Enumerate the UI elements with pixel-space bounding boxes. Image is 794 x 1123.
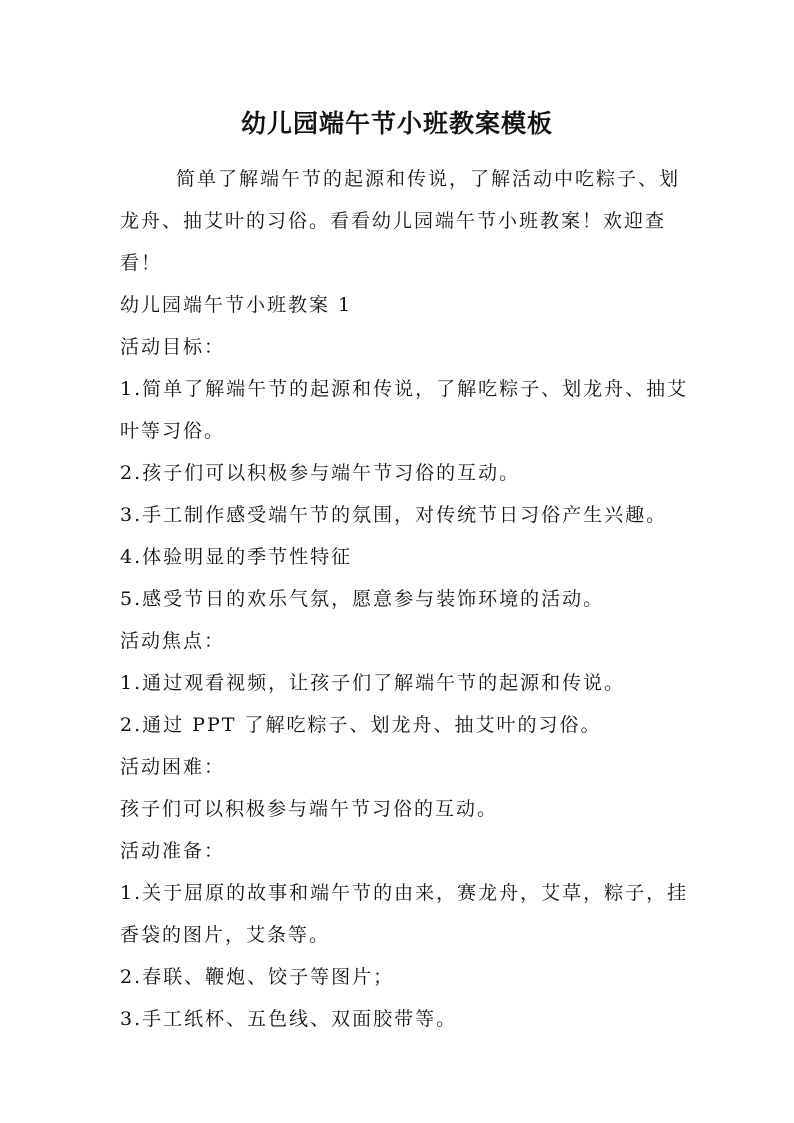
preparation-item: 2.春联、鞭炮、饺子等图片； xyxy=(120,966,395,988)
document-body xyxy=(120,158,692,1040)
subheading-objectives: 活动目标： xyxy=(120,336,226,358)
subheading-difficulty: 活动困难： xyxy=(120,756,226,778)
section-heading: 幼儿园端午节小班教案 1 xyxy=(120,294,353,316)
preparation-item: 3.手工纸杯、五色线、双面胶带等。 xyxy=(120,1008,458,1030)
objective-item: 4.体验明显的季节性特征 xyxy=(120,546,353,568)
subheading-preparation: 活动准备： xyxy=(120,840,226,862)
objective-item: 3.手工制作感受端午节的氛围，对传统节日习俗产生兴趣。 xyxy=(120,504,668,526)
objective-item: 1.简单了解端午节的起源和传说，了解吃粽子、划龙舟、抽艾叶等习俗。 xyxy=(120,378,689,442)
focus-item: 1.通过观看视频，让孩子们了解端午节的起源和传说。 xyxy=(120,672,626,694)
intro-paragraph: 简单了解端午节的起源和传说，了解活动中吃粽子、划龙舟、抽艾叶的习俗。看看幼儿园端午节小班教案！欢迎查看！ xyxy=(120,168,681,274)
document-title: 幼儿园端午节小班教案模板 xyxy=(240,109,553,138)
focus-item: 2.通过 PPT 了解吃粽子、划龙舟、抽艾叶的习俗。 xyxy=(120,714,602,736)
difficulty-item: 孩子们可以积极参与端午节习俗的互动。 xyxy=(120,798,499,820)
objective-item: 5.感受节日的欢乐气氛，愿意参与装饰环境的活动。 xyxy=(120,588,605,610)
subheading-focus: 活动焦点： xyxy=(120,630,226,652)
objective-item: 2.孩子们可以积极参与端午节习俗的互动。 xyxy=(120,462,521,484)
preparation-item: 1.关于屈原的故事和端午节的由来，赛龙舟，艾草，粽子，挂香袋的图片，艾条等。 xyxy=(120,882,689,946)
